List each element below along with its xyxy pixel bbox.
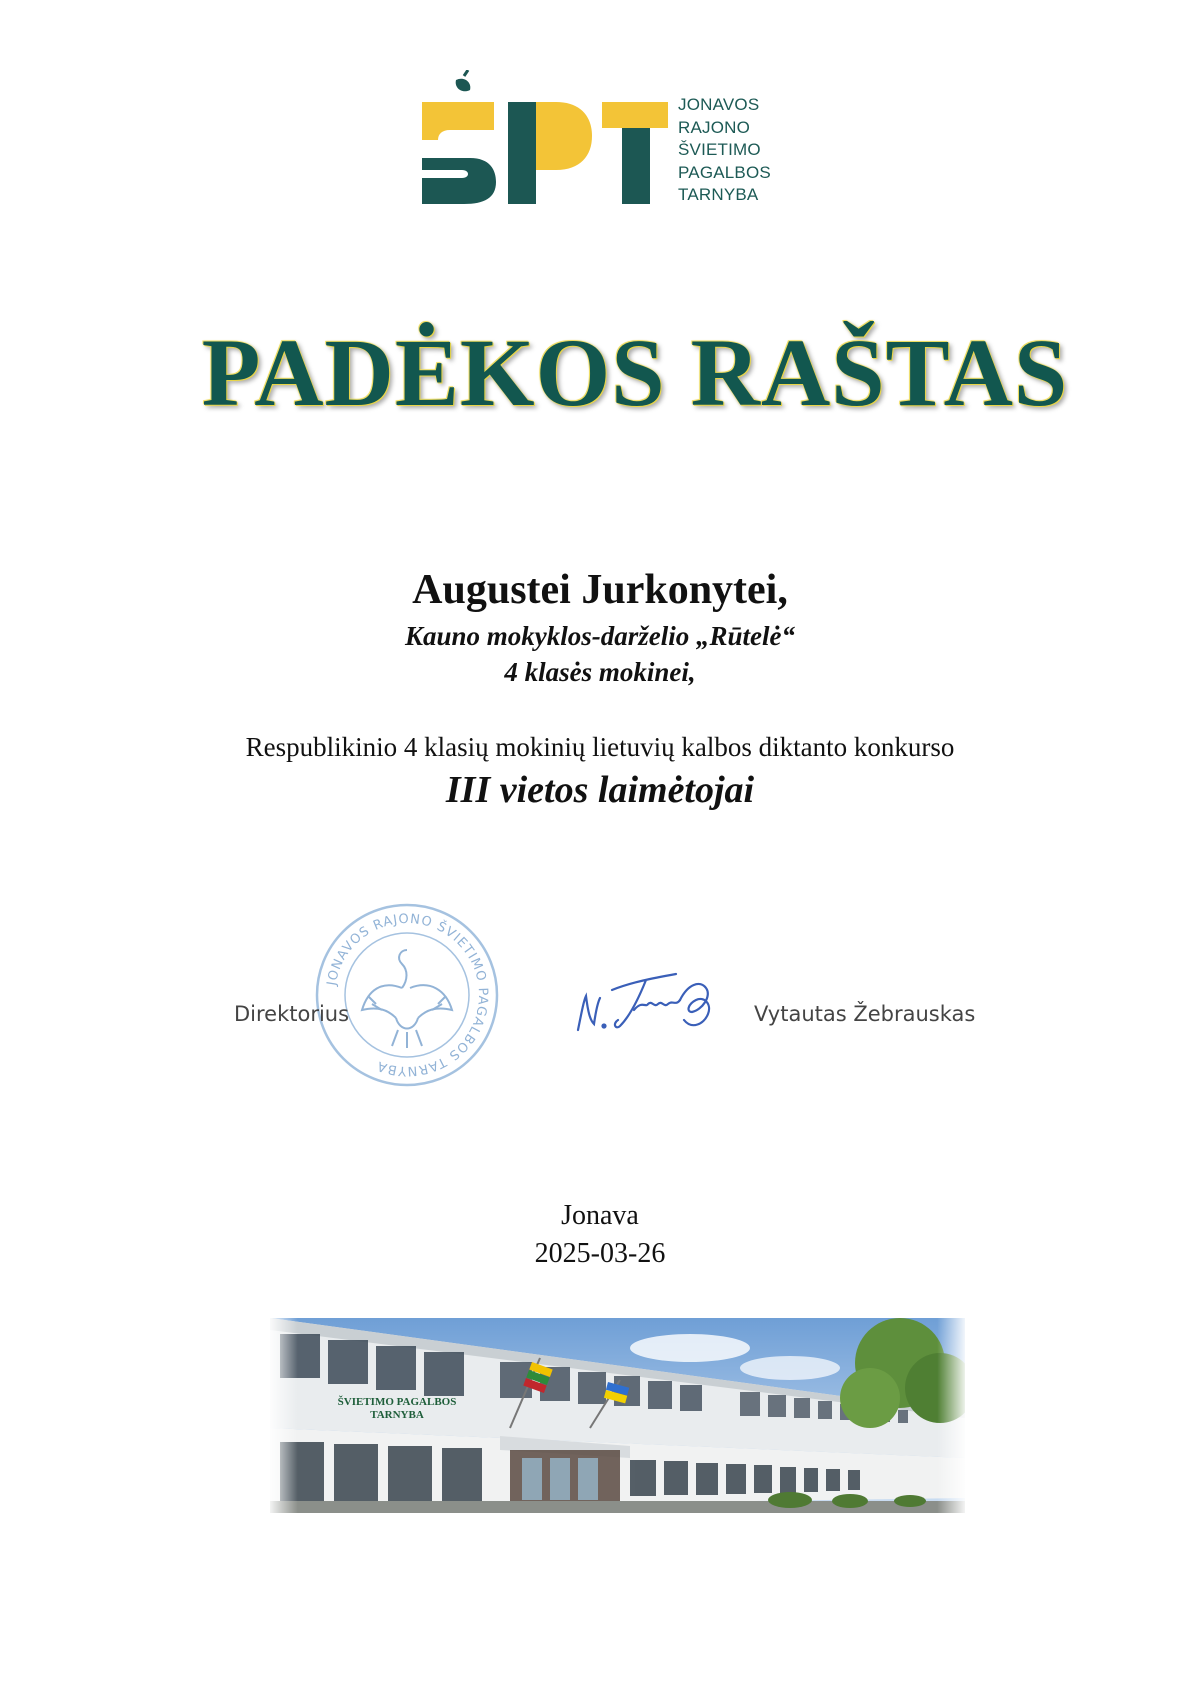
issue-city: Jonava bbox=[561, 1200, 639, 1231]
logo-line: TARNYBA bbox=[678, 185, 759, 204]
official-seal-icon bbox=[312, 900, 502, 1090]
seal-text: JONAVOS RAJONO ŠVIETIMO PAGALBOS TARNYBA bbox=[324, 911, 491, 1079]
recipient-name: Augustei Jurkonytei, bbox=[412, 567, 788, 613]
handwritten-signature bbox=[572, 960, 722, 1040]
logo-line: RAJONO bbox=[678, 117, 751, 137]
recipient-grade: 4 klasės mokinei, bbox=[504, 657, 696, 687]
certificate-title: PADĖKOS RAŠTAS bbox=[201, 319, 1069, 426]
svg-text:JONAVOS RAJONO ŠVIETIMO PAGALB bbox=[325, 912, 491, 1078]
spt-logo-mark-icon bbox=[420, 70, 670, 210]
logo bbox=[420, 70, 800, 210]
recipient-school: Kauno mokyklos-darželio „Rūtelė“ bbox=[404, 621, 796, 651]
logo-line: JONAVOS bbox=[678, 95, 760, 114]
contest-name: Respublikinio 4 klasių mokinių lietuvių kalbos diktanto konkurso bbox=[245, 732, 955, 762]
logo-organization-name bbox=[678, 94, 771, 207]
director-title: Direktorius bbox=[234, 1002, 350, 1026]
issue-date: 2025-03-26 bbox=[534, 1238, 666, 1269]
logo-line: ŠVIETIMO bbox=[678, 140, 761, 159]
building-photo bbox=[270, 1318, 965, 1513]
building-sign: ŠVIETIMO PAGALBOS TARNYBA bbox=[337, 1396, 457, 1421]
award-place: III vietos laimėtojai bbox=[445, 769, 755, 811]
director-name: Vytautas Žebrauskas bbox=[754, 1002, 976, 1026]
logo-line: PAGALBOS bbox=[678, 162, 771, 182]
